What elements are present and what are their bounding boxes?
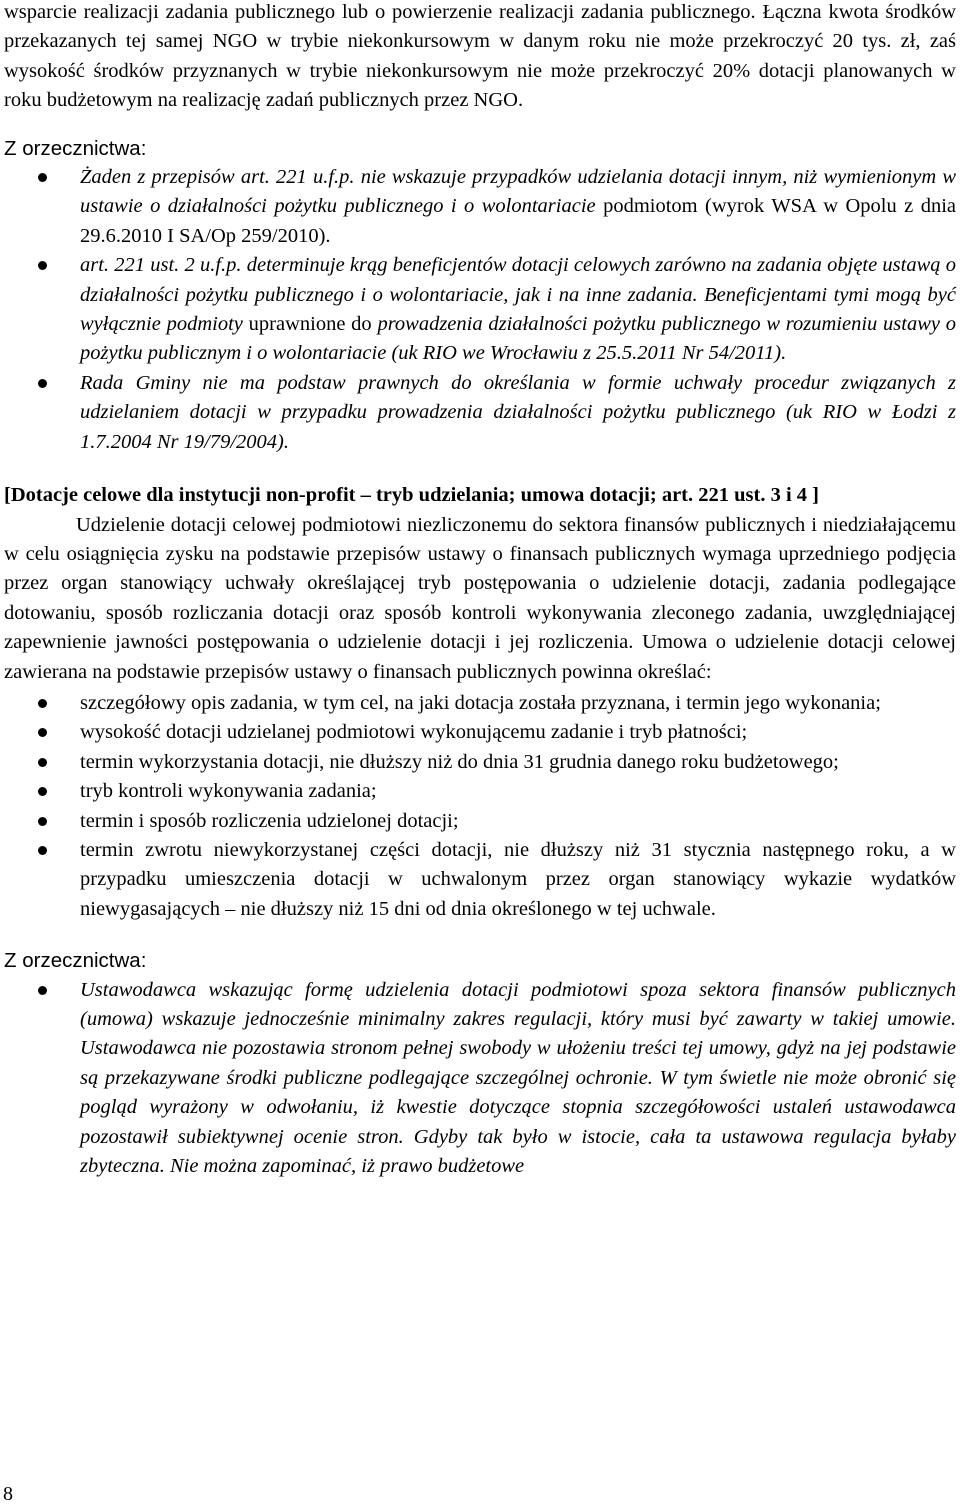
section-paragraph: Udzielenie dotacji celowej podmiotowi niezliczonemu do sektora finansów publicznych i niedziałającemu w celu osiągnięcia zysku na podstawie przepisów ustawy o finansach publicznych wymaga uprzedniego podjęcia przez organ stanowiący uchwały określającej tryb postępowania o udzielenie dotacji, zadania podlegające dotowaniu, sposób rozliczania dotacji oraz sposób kontroli wykonywania zleconego zadania, uwzględniającej zapewnienie jawności postępowania o udzielenie dotacji i jej rozliczenia. Umowa o udzielenie dotacji celowej zawierana na podstawie przepisów ustawy o finansach publicznych powinna określać: (4, 513, 956, 683)
umowa-requirements-list (4, 689, 956, 924)
requirement-text: szczegółowy opis zadania, w tym cel, na jaki dotacja została przyznana, i termin jego wykonania; (80, 691, 881, 714)
document-page (4, 0, 956, 1181)
list-item (4, 251, 956, 369)
requirement-text: termin wykorzystania dotacji, nie dłuższy niż do dnia 31 grudnia danego roku budżetowego; (80, 750, 839, 773)
list-item (4, 807, 956, 836)
bullet-icon (38, 261, 47, 270)
list-item (4, 976, 956, 1182)
section-heading: [Dotacje celowe dla instytucji non-profit – tryb udzielania; umowa dotacji; art. 221 ust. 3 i 4 ] (4, 484, 819, 507)
page-number: 8 (3, 1483, 13, 1505)
bullet-icon (38, 379, 47, 388)
list-item (4, 836, 956, 924)
ruling-text: Rada Gminy nie ma podstaw prawnych do określania w formie uchwały procedur związanych z udzielaniem dotacji w przypadku prowadzenia działalności pożytku publicznego (uk RIO w Łodzi z 1.7.2004 Nr 19/79/2004). (80, 371, 956, 453)
requirement-text: termin i sposób rozliczenia udzielonej dotacji; (80, 809, 459, 832)
requirement-text: wysokość dotacji udzielanej podmiotowi wykonującemu zadanie i tryb płatności; (80, 721, 748, 744)
list-item (4, 689, 956, 718)
requirement-text: tryb kontroli wykonywania zadania; (80, 780, 377, 803)
orzecznictwo-list (4, 163, 956, 457)
intro-paragraph: wsparcie realizacji zadania publicznego lub o powierzenie realizacji zadania publicznego. Łączna kwota środków przekazanych tej samej NGO w trybie niekonkursowym w danym roku nie może przekroczyć 20 tys. zł, zaś wysokość środków przyznanych w trybie niekonkursowym nie może przekroczyć 20% dotacji planowanych w roku budżetowym na realizację zadań publicznych przez NGO. (4, 1, 956, 112)
bullet-icon (38, 986, 47, 995)
ruling-text-plain: uprawnione do (242, 313, 378, 336)
bullet-icon (38, 699, 47, 708)
ruling-citation: prowadzenia działalności pożytku publicznego w rozumieniu ustawy o pożytku publicznym i o wolontariacie (uk RIO we Wrocławiu z 25.5.2011 Nr 54/2011). (80, 313, 957, 365)
bullet-icon (38, 817, 47, 826)
orzecznictwo-label: Z orzecznictwa: (4, 949, 147, 973)
list-item (4, 163, 956, 251)
ruling-text: Żaden z przepisów art. 221 u.f.p. nie wskazuje przypadków udzielania dotacji innym, niż wymienionym w ustawie o działalności pożytku publicznego i o wolontariacie (80, 166, 956, 218)
ruling-text: Ustawodawca wskazując formę udzielenia dotacji podmiotowi spoza sektora finansów publicznych (umowa) wskazuje jednocześnie minimalny zakres regulacji, który musi być zawarty w takiej umowie. Ustawodawca nie pozostawia stronom pełnej swobody w ułożeniu treści tej umowy, gdyż na jej podstawie są przekazywane środki publiczne podlegające szczególnej ochronie. W tym świetle nie może obronić się pogląd wyrażony w odwołaniu, iż kwestie dotyczące stopnia szczegółowości ustaleń ustawodawca pozostawił subiektywnej ocenie stron. Gdyby tak było w istocie, cała ta ustawowa regulacja byłaby zbyteczna. Nie można zapominać, iż prawo budżetowe (80, 978, 956, 1178)
ruling-text: art. 221 ust. 2 u.f.p. determinuje krąg beneficjentów dotacji celowych zarówno na zadania objęte ustawą o działalności pożytku publicznego i o wolontariacie, jak i na inne zadania. Beneficjentami tymi mogą być wyłącznie podmioty (80, 254, 956, 336)
requirement-text: termin zwrotu niewykorzystanej części dotacji, nie dłuższy niż 31 stycznia następnego roku, a w przypadku umieszczenia dotacji w uchwalonym przez organ stanowiący wykazie wydatków niewygasających – nie dłuższy niż 15 dni od dnia określonego w tej uchwale. (80, 838, 956, 920)
bullet-icon (38, 846, 47, 855)
list-item (4, 369, 956, 457)
bullet-icon (38, 758, 47, 767)
list-item (4, 748, 956, 777)
bullet-icon (38, 787, 47, 796)
orzecznictwo-label: Z orzecznictwa: (4, 136, 147, 160)
bullet-icon (38, 728, 47, 737)
list-item (4, 718, 956, 747)
list-item (4, 777, 956, 806)
orzecznictwo-list-2 (4, 976, 956, 1182)
bullet-icon (38, 173, 47, 182)
ruling-citation: podmiotom (wyrok WSA w Opolu z dnia 29.6.2010 I SA/Op 259/2010). (80, 195, 956, 247)
